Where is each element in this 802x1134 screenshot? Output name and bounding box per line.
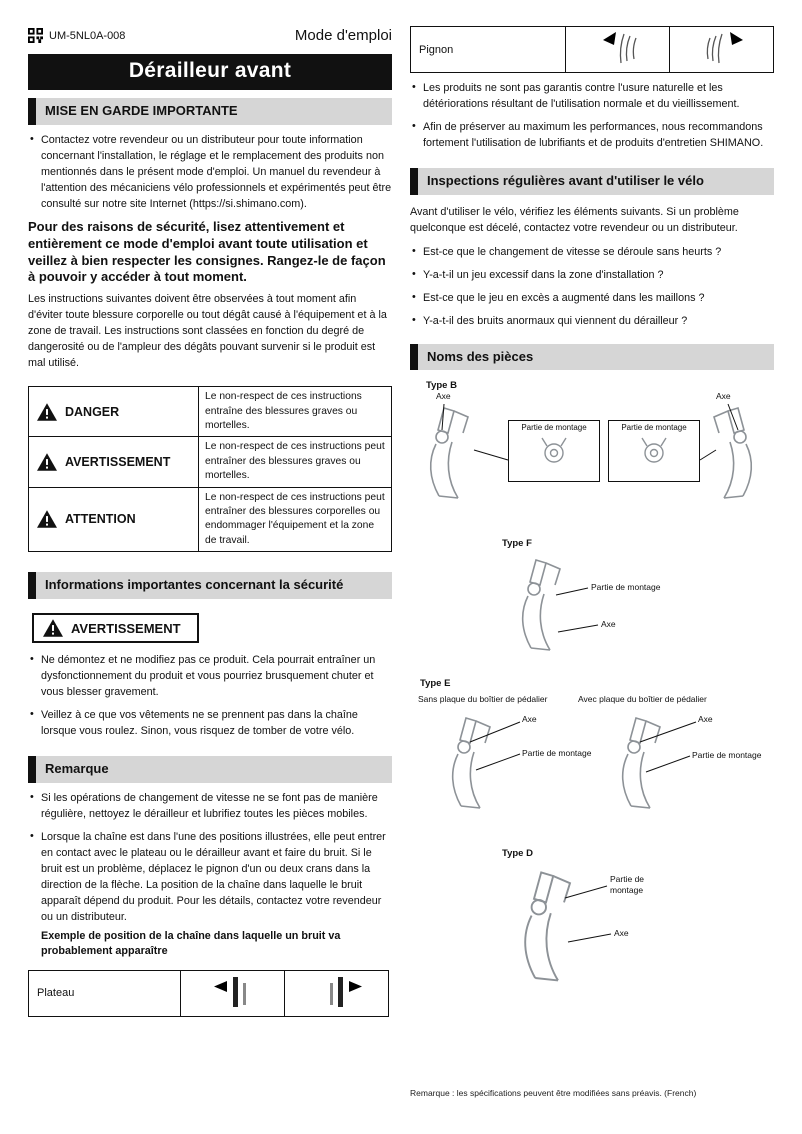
avertissement-box	[32, 613, 199, 643]
type-e-label: Type E	[420, 678, 451, 690]
safety-bullet: • Ne démontez et ne modifiez pas ce produit. Cela pourrait entraîner un dysfonctionnement du produit et vous pourriez brusquement chuter et vous blesser gravement.	[28, 653, 392, 701]
warning-triangle-icon	[37, 510, 57, 528]
inspection-item: • Est-ce que le changement de vitesse se déroule sans heurts ?	[410, 245, 774, 261]
signal-word-danger: DANGER	[65, 404, 120, 419]
type-e-caption-right: Avec plaque du boîtier de pédalier	[578, 694, 707, 705]
plateau-table	[28, 970, 389, 1017]
inspection-item: • Y-a-t-il un jeu excessif dans la zone d'installation ?	[410, 268, 774, 284]
safety-bullet: • Veillez à ce que vos vêtements ne se prennent pas dans la chaîne lorsque vous roulez. Sinon, vous risquez de tomber de votre vélo.	[28, 708, 392, 740]
attention-label-cell	[37, 510, 190, 528]
safety-bold-paragraph: Pour des raisons de sécurité, lisez attentivement et entièrement ce mode d'emploi avant toute utilisation et veillez à bien respecter les consignes. Rangez-le de façon à pouvoir y accéder à tout moment.	[28, 218, 386, 285]
danger-text: Le non-respect de ces instructions entraîne des blessures graves ou mortelles.	[199, 387, 392, 437]
table-row-avertissement	[29, 437, 392, 487]
type-d-axe-label: Axe	[614, 928, 629, 939]
type-b-montage-right-label: Partie de montage	[621, 423, 687, 433]
inspections-intro: Avant d'utiliser le vélo, vérifiez les éléments suivants. Si un problème quelconque est décelé, contactez votre revendeur ou un distributeur.	[410, 205, 739, 234]
table-row-danger	[29, 387, 392, 437]
warning-bullets	[28, 133, 392, 213]
general-bullet: • Afin de préserver au maximum les performances, nous recommandons fortement l'utilisation de lubrifiants et de produits d'entretien SHIMANO.	[410, 120, 774, 152]
danger-label-cell	[37, 403, 190, 421]
warning-triangle-icon	[37, 453, 57, 471]
type-d-label: Type D	[502, 848, 533, 860]
type-e-montage-left-label: Partie de montage	[522, 748, 592, 759]
chainring-position-diagram-1	[201, 973, 265, 1011]
avertissement-box-label: AVERTISSEMENT	[71, 620, 181, 636]
section-parts-title: Noms des pièces	[410, 344, 774, 371]
table-row-attention	[29, 487, 392, 552]
avertissement-label-cell	[37, 453, 190, 471]
chainring-position-diagram-2	[305, 973, 369, 1011]
type-b-montage-box-right	[608, 420, 700, 482]
general-bullet: • Les produits ne sont pas garantis contre l'usure naturelle et les détériorations résultant de l'utilisation normale et du vieillissement.	[410, 81, 774, 113]
type-f-montage-label: Partie de montage	[591, 582, 661, 593]
signal-word-attention: ATTENTION	[65, 512, 136, 527]
footer-note: Remarque : les spécifications peuvent être modifiées sans préavis. (French)	[410, 1088, 697, 1098]
warning-triangle-icon	[37, 403, 57, 421]
attention-text: Le non-respect de ces instructions peut entraîner des blessures corporelles ou endommager l'équipement et la zone de travail.	[199, 487, 392, 552]
type-f-label: Type F	[502, 538, 532, 550]
inspections-bullets	[410, 245, 774, 330]
section-inspections-title: Inspections régulières avant d'utiliser le vélo	[410, 168, 774, 195]
pignon-label: Pignon	[411, 27, 566, 73]
doc-id-text: UM-5NL0A-008	[49, 29, 126, 42]
page-title: Dérailleur avant	[28, 54, 392, 90]
avertissement-text: Le non-respect de ces instructions peut entraîner des blessures graves ou mortelles.	[199, 437, 392, 487]
cassette-position-diagram-2	[690, 29, 754, 67]
type-b-montage-left-label: Partie de montage	[521, 423, 587, 433]
remarque-bullets	[28, 791, 392, 926]
type-e-axe-right-label: Axe	[698, 714, 713, 725]
type-e-axe-left-label: Axe	[522, 714, 537, 725]
section-remarque-title: Remarque	[28, 756, 392, 783]
signal-word-avertissement: AVERTISSEMENT	[65, 454, 171, 469]
table-row-pignon	[411, 27, 774, 73]
type-b-axe-left-label: Axe	[436, 391, 451, 402]
type-e-montage-right-label: Partie de montage	[692, 750, 762, 761]
instructions-paragraph: Les instructions suivantes doivent être observées à tout moment afin d'éviter toute blessure corporelle ou tout dégât causé à l'équipement et à la zone de travail. Les instructions sont classées en fonction du degré de dangerosité ou de l'ampleur des dégâts pouvant survenir si le produit est mal utilisé.	[28, 293, 387, 370]
left-column	[28, 98, 392, 1017]
warning-triangle-icon	[43, 619, 63, 637]
type-b-label: Type B	[426, 380, 457, 392]
type-f-axe-label: Axe	[601, 619, 616, 630]
warning-bullet: • Contactez votre revendeur ou un distributeur pour toute information concernant l'installation, le réglage et le remplacement des produits non mentionnés dans le présent mode d'emploi. Un manuel du revendeur à l'attention des mécaniciens vélo professionnels et expérimentés peut être consulté sur notre site Internet (https://si.shimano.com).	[28, 133, 392, 213]
type-d-montage-label: Partie de montage	[610, 874, 645, 896]
parts-diagrams	[410, 380, 772, 1010]
doc-type-label: Mode d'emploi	[294, 27, 392, 44]
right-column	[410, 26, 774, 1010]
inspection-item: • Y-a-t-il des bruits anormaux qui viennent du dérailleur ?	[410, 314, 774, 330]
type-b-montage-box-left	[508, 420, 600, 482]
general-bullets	[410, 81, 774, 152]
type-e-caption-left: Sans plaque du boîtier de pédalier	[418, 694, 548, 705]
type-b-axe-right-label: Axe	[716, 391, 731, 402]
table-row-plateau	[29, 970, 389, 1016]
inspection-item: • Est-ce que le jeu en excès a augmenté dans les maillons ?	[410, 291, 774, 307]
safety-bullets	[28, 653, 392, 740]
signal-words-table	[28, 386, 392, 552]
section-mise-en-garde-title: MISE EN GARDE IMPORTANTE	[28, 98, 392, 125]
pignon-table	[410, 26, 774, 73]
plateau-label: Plateau	[29, 970, 181, 1016]
noise-example-heading: Exemple de position de la chaîne dans laquelle un bruit va probablement apparaître	[41, 929, 341, 958]
remarque-bullet: • Lorsque la chaîne est dans l'une des positions illustrées, elle peut entrer en contact avec le plateau ou le dérailleur avant et faire du bruit. Si le bruit est un problème, déplacez le pignon d'un ou deux crans dans la direction de la flèche. La position de la chaîne dans laquelle le bruit apparaît dépend du produit. Pour les détails, contactez votre revendeur ou un distributeur.	[28, 830, 392, 926]
cassette-position-diagram-1	[586, 29, 650, 67]
section-safety-info-title: Informations importantes concernant la sécurité	[28, 572, 392, 599]
remarque-bullet: • Si les opérations de changement de vitesse ne se font pas de manière régulière, nettoyez le dérailleur et lubrifiez toutes les pièces mobiles.	[28, 791, 392, 823]
